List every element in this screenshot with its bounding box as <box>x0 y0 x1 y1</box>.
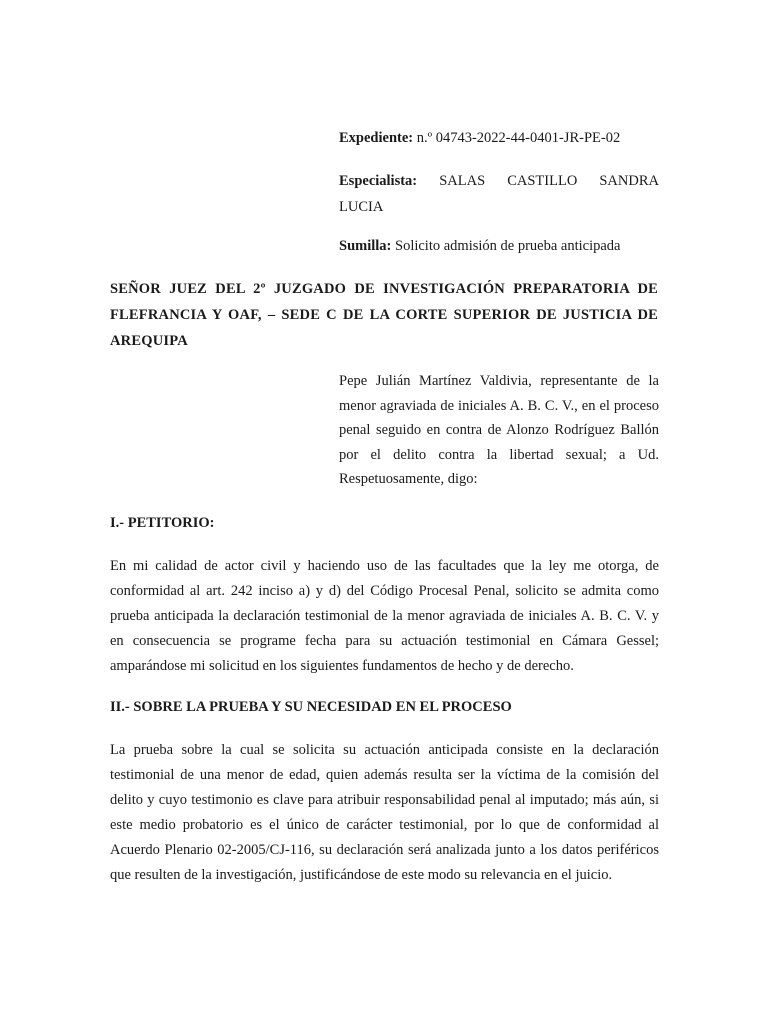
addressee-line-1: SEÑOR JUEZ DEL 2º JUZGADO DE INVESTIGACIÓN PREPARATORIA DE <box>110 281 658 297</box>
section-title-petitorio: I.- PETITORIO: <box>110 515 215 531</box>
expediente-line <box>339 126 659 150</box>
addressee-line-3: AREQUIPA <box>110 333 188 349</box>
intro-paragraph: Pepe Julián Martínez Valdivia, representante de la menor agraviada de iniciales A. B. C. V., en el proceso penal seguido en contra de Alonzo Rodríguez Ballón por el delito contra la libertad sexual; a Ud. Respetuosamente, digo: <box>339 373 659 488</box>
sumilla-value: Solicito admisión de prueba anticipada <box>395 238 621 254</box>
sumilla-block <box>339 234 659 258</box>
section-body-petitorio: En mi calidad de actor civil y haciendo uso de las facultades que la ley me otorga, de conformidad al art. 242 inciso a) y d) del Código Procesal Penal, solicito se admita como prueba anticipada la declaración testimonial de la menor agraviada de iniciales A. B. C. V. y en consecuencia se programe fecha para su actuación testimonial en Cámara Gessel; amparándose mi solicitud en los siguientes fundamentos de hecho y de derecho. <box>110 558 659 674</box>
especialista-line <box>339 168 659 194</box>
sumilla-label: Sumilla: <box>339 238 392 254</box>
sumilla-line <box>339 234 659 258</box>
especialista-value-1: SALAS CASTILLO SANDRA <box>439 173 659 189</box>
addressee-line-2: FLEFRANCIA Y OAF, – SEDE C DE LA CORTE SUPERIOR DE JUSTICIA DE <box>110 307 658 323</box>
expediente-label: Expediente: <box>339 130 414 146</box>
especialista-value-2: LUCIA <box>339 199 384 215</box>
especialista-label: Especialista: <box>339 173 418 189</box>
section-body-prueba: La prueba sobre la cual se solicita su actuación anticipada consiste en la declaración testimonial de una menor de edad, quien además resulta ser la víctima de la comisión del delito y cuyo testimonio es clave para atribuir responsabilidad penal al imputado; más aún, si este medio probatorio es el único de carácter testimonial, por lo que de conformidad al Acuerdo Plenario 02-2005/CJ-116, su declaración será analizada junto a los datos periféricos que resulten de la investigación, justificándose de este modo su relevancia en el juicio. <box>110 742 659 883</box>
section-title-prueba: II.- SOBRE LA PRUEBA Y SU NECESIDAD EN EL PROCESO <box>110 699 512 715</box>
addressee <box>110 276 658 354</box>
especialista-line-2 <box>339 194 659 220</box>
case-header <box>339 126 659 150</box>
expediente-value: n.º 04743-2022-44-0401-JR-PE-02 <box>416 130 621 146</box>
especialista-block <box>339 168 659 220</box>
